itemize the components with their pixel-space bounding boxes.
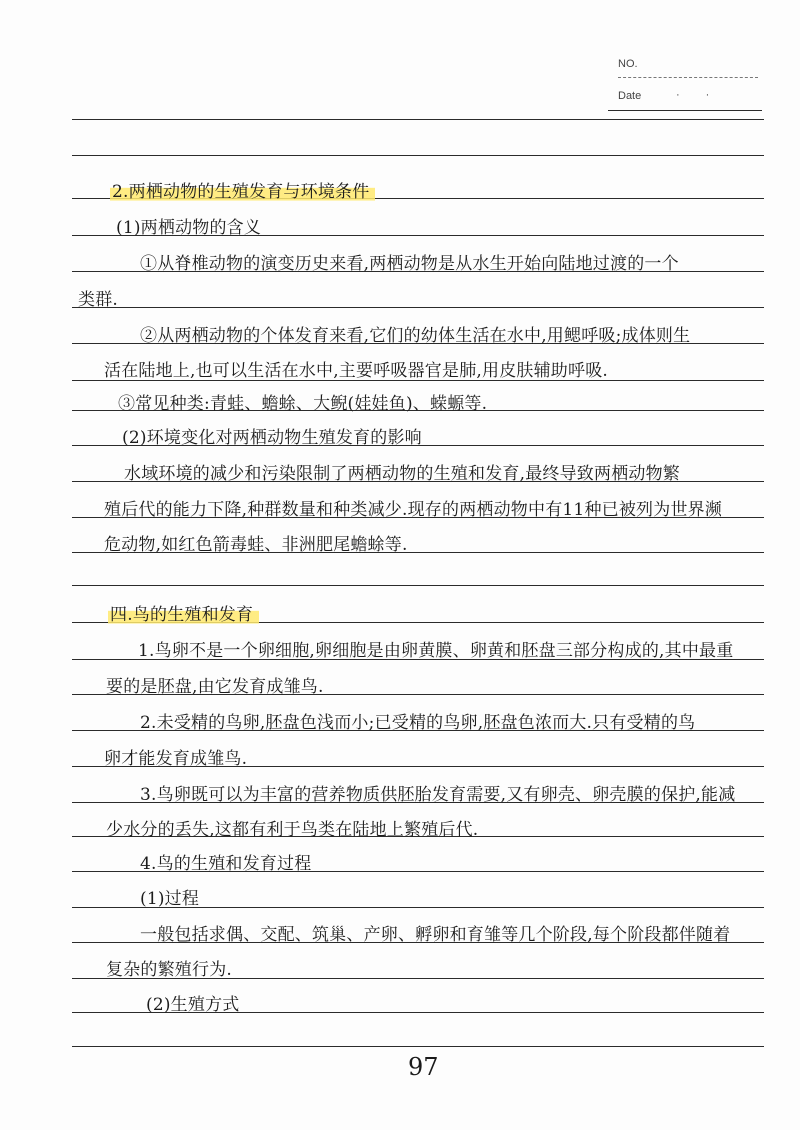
subheading-definition: (1)两栖动物的含义 xyxy=(116,218,262,238)
section4-heading-text: 四.鸟的生殖和发育 xyxy=(108,605,259,625)
paragraph-line: 少水分的丢失,这都有利于鸟类在陆地上繁殖后代. xyxy=(106,820,479,840)
ruled-line xyxy=(72,1046,764,1047)
paragraph-line: 一般包括求偶、交配、筑巢、产卵、孵卵和育雏等几个阶段,每个阶段都伴随着 xyxy=(140,925,731,945)
subheading-environment: (2)环境变化对两栖动物生殖发育的影响 xyxy=(122,428,422,448)
ruled-line xyxy=(72,585,764,586)
paragraph-line: 要的是胚盘,由它发育成雏鸟. xyxy=(106,677,324,697)
paragraph-line: 1.鸟卵不是一个卵细胞,卵细胞是由卵黄膜、卵黄和胚盘三部分构成的,其中最重 xyxy=(138,641,734,661)
subheading-bird-process: 4.鸟的生殖和发育过程 xyxy=(140,854,312,874)
paragraph-line: 类群. xyxy=(78,290,119,310)
header-date-separators: ·· xyxy=(676,89,736,101)
header-date-label: Date xyxy=(618,90,642,102)
subheading-process: (1)过程 xyxy=(140,889,200,909)
header-no-dotted-line xyxy=(618,77,758,78)
paragraph-line: 2.未受精的鸟卵,胚盘色浅而小;已受精的鸟卵,胚盘色浓而大.只有受精的鸟 xyxy=(140,713,696,733)
paragraph-line: ①从脊椎动物的演变历史来看,两栖动物是从水生开始向陆地过渡的一个 xyxy=(140,254,679,274)
paragraph-line: 3.鸟卵既可以为丰富的营养物质供胚胎发育需要,又有卵壳、卵壳膜的保护,能减 xyxy=(140,785,736,805)
page-number: 97 xyxy=(408,1053,439,1081)
section4-heading xyxy=(108,600,259,625)
paragraph-line: ③常见种类:青蛙、蟾蜍、大鲵(娃娃鱼)、蝾螈等. xyxy=(118,394,488,414)
paragraph-line: 卵才能发育成雏鸟. xyxy=(104,749,248,769)
section2-heading-text: 2.两栖动物的生殖发育与环境条件 xyxy=(110,182,375,202)
ruled-line xyxy=(72,155,764,156)
subheading-reproduction-mode: (2)生殖方式 xyxy=(146,995,240,1015)
paragraph-line: 水域环境的减少和污染限制了两栖动物的生殖和发育,最终导致两栖动物繁 xyxy=(124,464,681,484)
paragraph-line: 复杂的繁殖行为. xyxy=(106,960,233,980)
paragraph-line: 活在陆地上,也可以生活在水中,主要呼吸器官是肺,用皮肤辅助呼吸. xyxy=(104,361,609,381)
header-no-label: NO. xyxy=(618,58,638,70)
ruled-line xyxy=(72,119,764,120)
paragraph-line: 殖后代的能力下降,种群数量和种类减少.现存的两栖动物中有11种已被列为世界濒 xyxy=(104,500,723,520)
section2-heading xyxy=(110,177,375,202)
paragraph-line: ②从两栖动物的个体发育来看,它们的幼体生活在水中,用鳃呼吸;成体则生 xyxy=(140,326,691,346)
paragraph-line: 危动物,如红色箭毒蛙、非洲肥尾蟾蜍等. xyxy=(104,535,408,555)
ruled-line xyxy=(72,307,764,308)
ruled-line xyxy=(608,110,762,111)
